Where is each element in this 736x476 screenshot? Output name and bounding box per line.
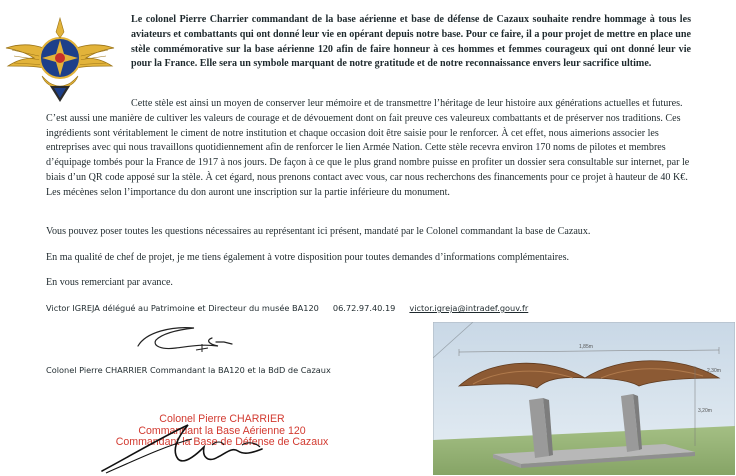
dimension-1-label: 1,85m: [579, 344, 593, 350]
dimension-3-label: 2,30m: [707, 368, 721, 374]
contact-author: Victor IGREJA délégué au Patrimoine et Directeur du musée BA120: [46, 303, 319, 313]
stamp-line-2: Commandant la Base Aérienne 120: [138, 424, 306, 437]
contact-email-link[interactable]: victor.igreja@intradef.gouv.fr: [409, 303, 529, 313]
contact-line: [46, 302, 606, 314]
handwritten-signature-bottom: [92, 415, 292, 475]
stamp-line-3: Commandant la Base de Défense de Cazaux: [115, 436, 329, 448]
commander-line: Colonel Pierre CHARRIER Commandant la BA120 et la BdD de Cazaux: [46, 365, 331, 375]
letter-paragraph-questions: Vous pouvez poser toutes les questions nécessaires au représentant ici présent, mandaté par le Colonel commandant la base de Cazaux.: [46, 226, 591, 237]
base-emblem-logo: [4, 14, 116, 106]
stamp-line-1: Colonel Pierre CHARRIER: [159, 413, 285, 425]
handwritten-signature-top: [132, 322, 242, 356]
letter-paragraph-availability: En ma qualité de chef de projet, je me tiens également à votre disposition pour toutes demandes d’informations complémentaires.: [46, 252, 570, 263]
emblem-shield: [40, 18, 80, 78]
letter-paragraph-thanks: En vous remerciant par avance.: [46, 277, 173, 288]
letter-paragraph-intro: Le colonel Pierre Charrier commandant de la base aérienne et base de défense de Cazaux souhaite rendre hommage à tous les aviateurs et combattants qui ont donné leur vie en opérant depuis notre base. Pour ce faire, il a pour projet de mettre en place une stèle commémorative sur la base aérienne 120 afin de faire honneur à ces hommes et femmes courageux qui ont donné leur vie pour la France. Elle sera un symbole marquant de notre gratitude et de notre reconnaissance envers leur sacrifice ultime.: [131, 14, 691, 70]
dimension-2-label: 3,20m: [698, 408, 712, 414]
letter-paragraph-body: Cette stèle est ainsi un moyen de conserver leur mémoire et de transmettre l’héritage de leur histoire aux générations actuelles et futures. C’est aussi une manière de cultiver les valeurs de courage et de dévouement dont on fait preuve ces valeureux combattants et de préserver nos traditions. Ces ingrédients sont véritablement le ciment de notre institution et chaque occasion doit être saisie pour le renforcer. À cet effet, nous aimerions associer les entreprises avec qui nous travaillons quotidiennement afin de renforcer le lien Armée Nation. Cette stèle recevra environ 170 noms de pilotes et membres d’équipage tombés pour la France de 1917 à nos jours. De façon à ce que le plus grand nombre puisse en profiter un dossier sera consultable sur internet, par le biais d’un QR code apposé sur la stèle. À cet égard, nous prenons contact avec vous, car nous recherchons des financements pour ce projet à hauteur de 40 K€. Les mécènes selon l’importance du don auront une inscription sur la partie inférieure du monument.: [46, 98, 690, 198]
contact-phone: 06.72.97.40.19: [332, 303, 396, 313]
stele-3d-render: [433, 322, 735, 475]
